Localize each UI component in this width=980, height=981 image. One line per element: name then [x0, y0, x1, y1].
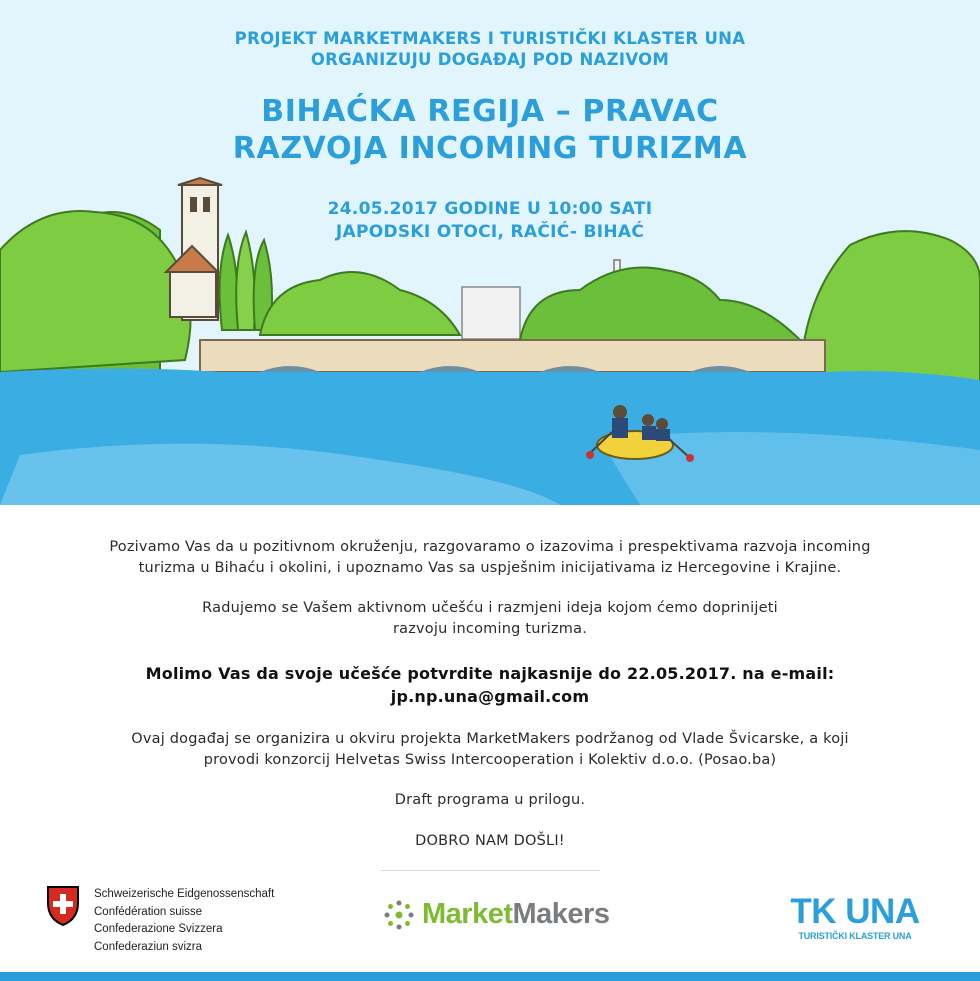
project-note — [0, 729, 980, 771]
welcome-text: DOBRO NAM DOŠLI! — [415, 833, 565, 849]
tk-una-logo — [770, 893, 940, 942]
marketmakers-logo — [383, 897, 643, 937]
invitation-paragraph — [0, 537, 980, 579]
event-location: JAPODSKI OTOCI, RAČIĆ- BIHAĆ — [335, 222, 645, 242]
bridge-illustration — [200, 340, 825, 372]
paragraph-line: Radujemo se Vašem aktivnom učešću i razmjeni ideja kojom ćemo doprinijeti — [202, 600, 778, 616]
paragraph-line: provodi konzorcij Helvetas Swiss Intercooperation i Kolektiv d.o.o. (Posao.ba) — [203, 752, 777, 768]
swiss-line: Confederaziun svizra — [94, 940, 203, 953]
paragraph-line: turizma u Bihaću i okolini, i upoznamo Vas sa uspješnim inicijativama iz Hercegovine i Krajine. — [138, 560, 842, 576]
swiss-coat-of-arms-icon — [46, 885, 80, 927]
event-title — [0, 93, 980, 167]
intro-line: PROJEKT MARKETMAKERS I TURISTIČKI KLASTER UNA — [234, 29, 746, 48]
rsvp-notice — [0, 662, 980, 708]
tk-una-subtitle: TURISTIČKI KLASTER UNA — [798, 931, 912, 941]
marketmakers-dots-icon — [383, 899, 415, 931]
swiss-line: Schweizerische Eidgenossenschaft — [94, 888, 275, 900]
tk-una-wordmark: TK UNA — [790, 892, 920, 931]
swiss-line: Confédération suisse — [94, 905, 203, 918]
paragraph-line: Molimo Vas da svoje učešće potvrdite najkasnije do 22.05.2017. na e-mail: — [145, 664, 835, 683]
swiss-confederation-logo-text — [94, 886, 274, 956]
draft-program-note: Draft programa u prilogu. — [394, 792, 586, 808]
paragraph-line: razvoju incoming turizma. — [392, 621, 588, 637]
title-line: RAZVOJA INCOMING TURIZMA — [232, 131, 748, 166]
event-date: 24.05.2017 GODINE U 10:00 SATI — [327, 199, 653, 219]
paragraph-line: Ovaj događaj se organizira u okviru projekta MarketMakers podržanog od Vlade Švicarske, a koji — [131, 731, 849, 747]
rsvp-email[interactable]: jp.np.una@gmail.com — [390, 687, 590, 706]
wordmark-part: Market — [422, 898, 513, 930]
title-line: BIHAĆKA REGIJA – PRAVAC — [261, 94, 719, 129]
event-intro — [0, 28, 980, 70]
intro-line: ORGANIZUJU DOGAĐAJ POD NAZIVOM — [310, 50, 670, 69]
swiss-line: Confederazione Svizzera — [94, 923, 223, 935]
invitation-paragraph — [0, 598, 980, 640]
wordmark-part: Makers — [512, 898, 610, 930]
paragraph-line: Pozivamo Vas da u pozitivnom okruženju, razgovaramo o izazovima i prespektivama razvoja incoming — [109, 539, 871, 555]
footer-bar — [0, 972, 980, 981]
divider — [380, 870, 600, 871]
marketmakers-wordmark — [422, 897, 609, 931]
event-date-location — [0, 198, 980, 244]
